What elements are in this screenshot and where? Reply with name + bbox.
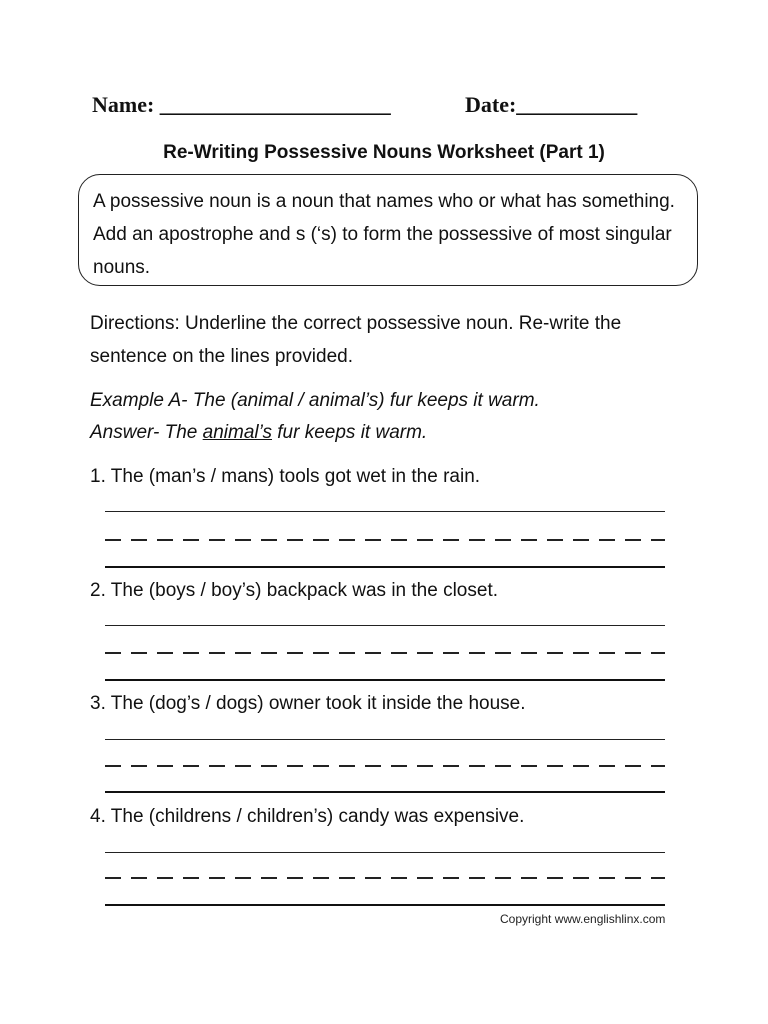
- answer-line-3c[interactable]: [105, 791, 665, 793]
- definition-text: A possessive noun is a noun that names who or what has something. Add an apostrophe and s (‘s) to form the possessive of most singular nouns.: [93, 191, 675, 278]
- example-answer-word: animal’s: [202, 422, 272, 443]
- question-4: 4. The (childrens / children’s) candy was expensive.: [90, 806, 525, 827]
- definition-box: [78, 174, 698, 286]
- example-answer: [90, 417, 690, 449]
- example-block: [90, 385, 690, 449]
- copyright-text: Copyright www.englishlinx.com: [500, 912, 666, 926]
- example-answer-suffix: fur keeps it warm.: [272, 422, 428, 443]
- answer-line-4a[interactable]: [105, 852, 665, 853]
- answer-line-2b[interactable]: [105, 652, 665, 654]
- answer-line-3b[interactable]: [105, 765, 665, 767]
- worksheet-title: Re-Writing Possessive Nouns Worksheet (Part 1): [163, 142, 605, 163]
- question-3: 3. The (dog’s / dogs) owner took it inside the house.: [90, 693, 526, 714]
- question-1: 1. The (man’s / mans) tools got wet in the rain.: [90, 466, 481, 487]
- answer-line-2a[interactable]: [105, 625, 665, 626]
- example-question: Example A- The (animal / animal’s) fur keeps it warm.: [90, 390, 540, 411]
- date-label: Date:___________: [465, 92, 638, 117]
- answer-line-3a[interactable]: [105, 739, 665, 740]
- directions-text: Directions: Underline the correct possessive noun. Re-write the sentence on the lines provided.: [90, 313, 622, 367]
- header: [92, 92, 692, 118]
- example-answer-prefix: Answer- The: [90, 422, 203, 443]
- answer-line-1c[interactable]: [105, 566, 665, 568]
- answer-line-2c[interactable]: [105, 679, 665, 681]
- answer-line-1a[interactable]: [105, 511, 665, 512]
- answer-line-4c[interactable]: [105, 904, 665, 906]
- answer-line-1b[interactable]: [105, 539, 665, 541]
- answer-line-4b[interactable]: [105, 877, 665, 879]
- name-label: Name: _____________________: [92, 92, 391, 117]
- question-2: 2. The (boys / boy’s) backpack was in the closet.: [90, 580, 498, 601]
